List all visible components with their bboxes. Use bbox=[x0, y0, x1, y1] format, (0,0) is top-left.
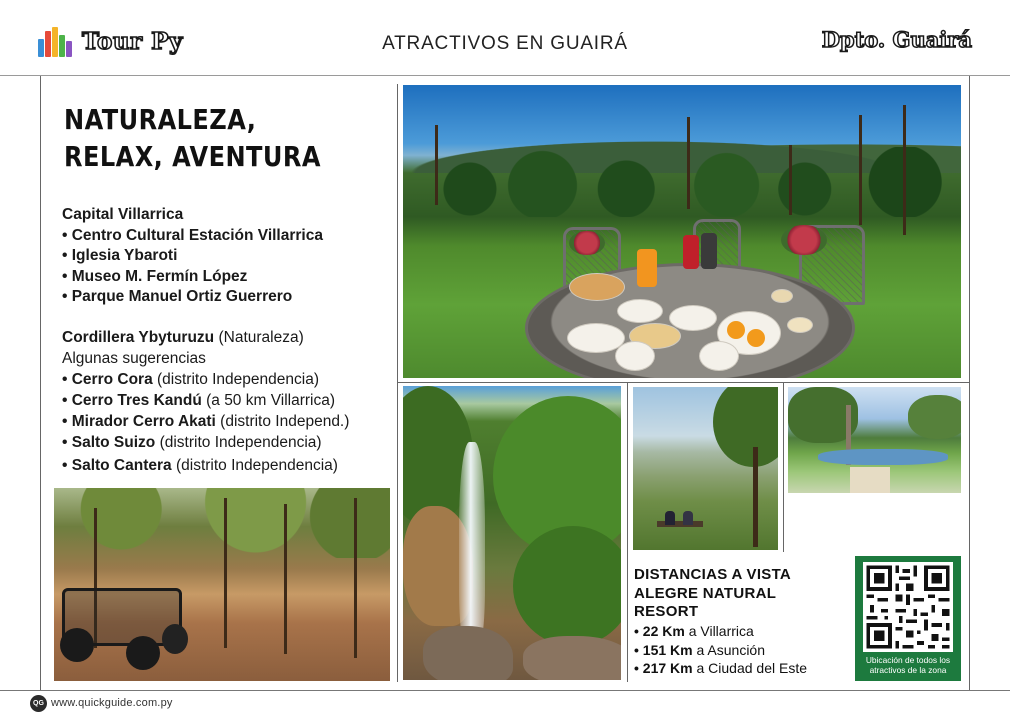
distances-list bbox=[634, 622, 807, 678]
headline-line-2: RELAX, AVENTURA bbox=[64, 139, 321, 173]
waterfall-photo bbox=[403, 386, 621, 680]
atv-buggy-photo bbox=[54, 488, 390, 681]
juice-glass bbox=[637, 249, 657, 287]
list-item: • Museo M. Fermín López bbox=[62, 267, 248, 285]
list-item: • Cerro Cora (distrito Independencia) bbox=[62, 371, 319, 388]
page-header bbox=[0, 0, 1010, 76]
section-headline bbox=[64, 102, 321, 176]
center-divider bbox=[397, 84, 398, 682]
bench bbox=[657, 521, 703, 527]
list-item: • 217 Km a Ciudad del Este bbox=[634, 660, 808, 676]
list-item: • Parque Manuel Ortiz Guerrero bbox=[62, 288, 293, 305]
list-item: • 22 Km a Villarrica bbox=[634, 623, 754, 639]
lake-park-photo bbox=[788, 387, 961, 493]
qr-caption-line: Ubicación de todos los bbox=[865, 655, 951, 665]
qr-caption bbox=[855, 655, 961, 675]
orange-slice bbox=[747, 329, 765, 347]
palm-trunk bbox=[789, 145, 792, 215]
photo-divider-1 bbox=[627, 382, 628, 682]
tree-trunk bbox=[224, 498, 227, 648]
thermos bbox=[701, 233, 717, 269]
list-item: • Salto Suizo (distrito Independencia) bbox=[62, 434, 322, 451]
photo-row-divider bbox=[397, 382, 969, 383]
department-label: Dpto. Guairá bbox=[821, 27, 972, 52]
qr-caption-line: atractivos de la zona bbox=[869, 665, 947, 675]
list-item: • 151 Km a Asunción bbox=[634, 641, 765, 658]
photo-divider-2 bbox=[783, 382, 784, 552]
list-item: • Mirador Cerro Akati (distrito Independ.) bbox=[62, 413, 350, 430]
flower-pot bbox=[781, 225, 827, 255]
cordillera-section bbox=[62, 327, 349, 476]
tree-trunk bbox=[753, 447, 758, 547]
buggy-wheel bbox=[60, 628, 94, 662]
list-item: • Centro Cultural Estación Villarrica bbox=[62, 226, 323, 244]
right-border bbox=[969, 76, 970, 690]
bowl bbox=[771, 289, 793, 303]
capital-section bbox=[62, 205, 323, 308]
capital-heading: Capital Villarrica bbox=[62, 206, 184, 223]
photo-trees bbox=[403, 147, 961, 217]
buggy-wheel bbox=[126, 636, 160, 670]
plate bbox=[617, 299, 663, 323]
rock bbox=[523, 636, 621, 680]
plate bbox=[669, 305, 717, 331]
distances-title bbox=[634, 566, 791, 622]
logo-text: Tour Py bbox=[82, 27, 183, 55]
coffee-cup bbox=[699, 341, 739, 371]
waterfall bbox=[459, 442, 485, 652]
palm-trunk bbox=[435, 125, 438, 205]
cordillera-heading: Cordillera Ybyturuzu (Naturaleza) bbox=[62, 329, 304, 346]
qr-code-panel[interactable] bbox=[855, 556, 961, 681]
distances-title-line: RESORT bbox=[634, 603, 699, 620]
list-item: • Iglesia Ybaroti bbox=[62, 247, 178, 264]
flower-pot bbox=[569, 231, 605, 255]
left-border bbox=[40, 76, 41, 690]
orange-slice bbox=[727, 321, 745, 339]
footer-divider bbox=[0, 690, 1010, 691]
buggy-wheel bbox=[162, 624, 188, 654]
tree-canopy bbox=[713, 387, 778, 467]
bowl bbox=[787, 317, 813, 333]
cordillera-intro: Algunas sugerencias bbox=[62, 350, 206, 367]
lake-water bbox=[818, 449, 948, 465]
distances-title-line: DISTANCIAS A VISTA bbox=[634, 566, 792, 583]
page-title: ATRACTIVOS EN GUAIRÁ bbox=[382, 33, 628, 54]
breakfast-garden-photo bbox=[403, 85, 961, 378]
distances-title-line: ALEGRE NATURAL bbox=[634, 584, 777, 602]
bread-basket bbox=[569, 273, 625, 301]
list-item: • Salto Cantera (distrito Independencia) bbox=[62, 457, 338, 474]
tree-canopy bbox=[908, 395, 961, 439]
headline-line-1: NATURALEZA, bbox=[64, 103, 257, 136]
thermos bbox=[683, 235, 699, 269]
cordillera-heading-note: (Naturaleza) bbox=[214, 329, 304, 346]
tree-trunk bbox=[284, 504, 287, 654]
tree-trunk bbox=[354, 498, 357, 658]
foliage bbox=[513, 526, 621, 646]
list-item: • Cerro Tres Kandú (a 50 km Villarrica) bbox=[62, 392, 336, 409]
quickguide-logo-icon: QG bbox=[30, 695, 47, 712]
path bbox=[850, 467, 890, 493]
qr-code-icon[interactable] bbox=[863, 562, 953, 652]
person bbox=[683, 511, 693, 525]
footer-url-link[interactable]: www.quickguide.com.py bbox=[51, 697, 173, 709]
forest-canopy bbox=[54, 488, 390, 558]
palm-trunk bbox=[903, 105, 906, 235]
viewpoint-photo bbox=[633, 387, 778, 550]
palm-trunk bbox=[859, 115, 862, 225]
person bbox=[665, 511, 675, 525]
rock bbox=[423, 626, 513, 680]
coffee-cup bbox=[615, 341, 655, 371]
palm-trunk bbox=[687, 117, 690, 209]
